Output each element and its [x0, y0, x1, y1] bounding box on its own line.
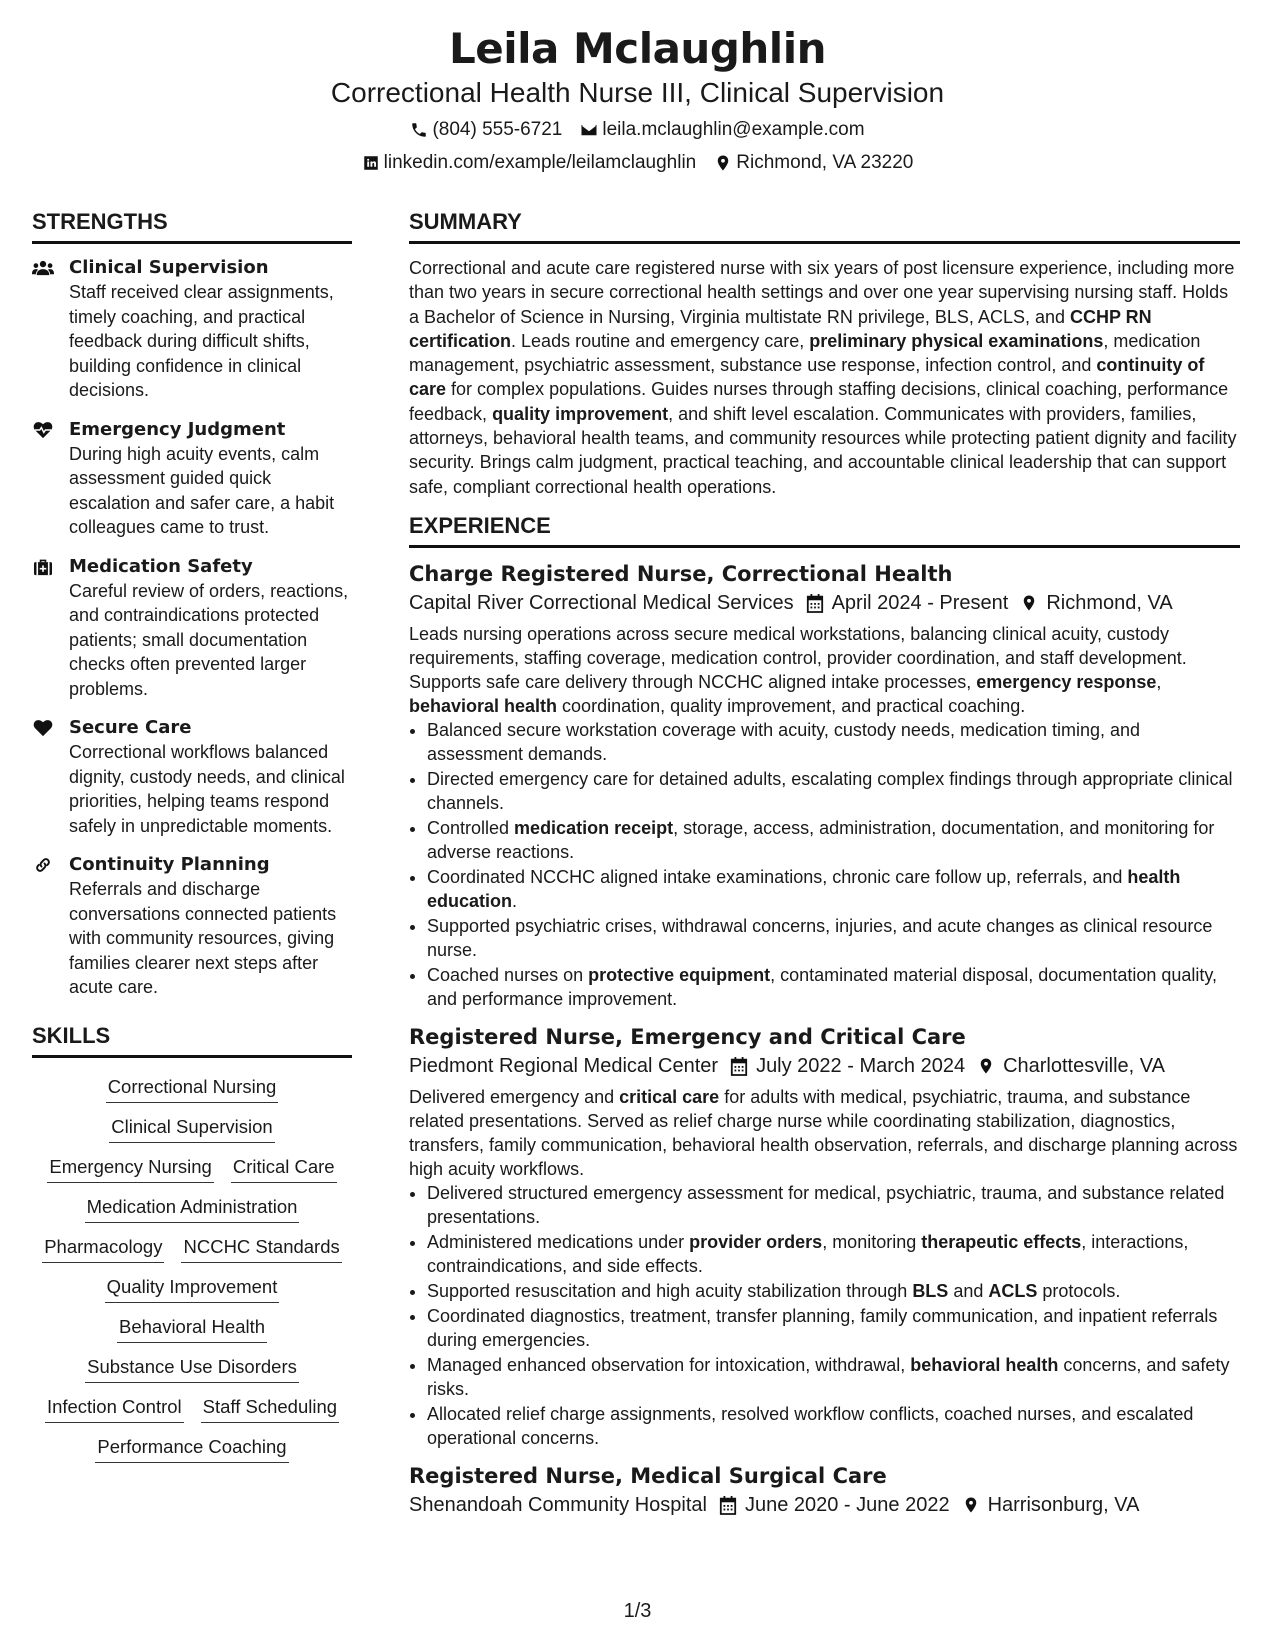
- strength-title: Secure Care: [69, 717, 192, 738]
- phone-text: (804) 555-6721: [432, 119, 563, 140]
- skill-tag: Emergency Nursing: [47, 1154, 213, 1183]
- skill-tag: Correctional Nursing: [106, 1074, 279, 1103]
- job-title: Registered Nurse, Emergency and Critical Care: [409, 1024, 966, 1049]
- strength-description: Correctional workflows balanced dignity, custody needs, and clinical priorities, helping teams respond safely in unpredictable moments.: [69, 742, 345, 836]
- job-location-text: Richmond, VA: [1046, 591, 1173, 614]
- job-title: Registered Nurse, Medical Surgical Care: [409, 1463, 887, 1488]
- strengths-list: [32, 256, 352, 1000]
- job-entry: [409, 560, 1240, 1011]
- map-pin-icon: [714, 154, 732, 172]
- strengths-section: [32, 209, 352, 1000]
- skill-tag: Quality Improvement: [105, 1274, 280, 1303]
- job-entry: [409, 1023, 1240, 1450]
- job-bullet: • Administered medications under provider orders, monitoring therapeutic effects, interactions, contraindications, and side effects.: [427, 1230, 1240, 1278]
- job-dates: [806, 588, 1009, 618]
- location-text: Richmond, VA 23220: [736, 152, 914, 173]
- job-bullet: • Managed enhanced observation for intoxication, withdrawal, behavioral health concerns, and safety risks.: [427, 1353, 1240, 1401]
- job-bullet: • Directed emergency care for detained adults, escalating complex findings through appropriate clinical channels.: [427, 767, 1240, 815]
- heart-icon: [32, 716, 56, 838]
- job-title: Charge Registered Nurse, Correctional Health: [409, 561, 953, 586]
- job-description: Delivered emergency and critical care for adults with medical, psychiatric, trauma, and substance related presentations. Served as relief charge nurse while coordinating stabilization, diagnostics, transfers, family communication, behavioral health observation, referrals, and discharge planning across high acuity workflows.: [409, 1086, 1238, 1179]
- job-meta: [409, 1490, 1240, 1520]
- linkedin-contact[interactable]: [362, 151, 697, 175]
- job-bullet: • Coached nurses on protective equipment, contaminated material disposal, documentation quality, and performance improvement.: [427, 963, 1240, 1011]
- strength-description: During high acuity events, calm assessment guided quick escalation and safer care, a habit colleagues came to trust.: [69, 443, 335, 537]
- candidate-name: Leila Mclaughlin: [449, 24, 826, 73]
- summary-section: [409, 209, 1240, 499]
- strength-description: Careful review of orders, reactions, and contraindications protected patients; small documentation checks often prevented larger problems.: [69, 580, 349, 699]
- job-dates: [719, 1490, 950, 1520]
- skill-tag: Medication Administration: [85, 1194, 300, 1223]
- email-text: leila.mclaughlin@example.com: [602, 119, 865, 140]
- skill-tag: NCCHC Standards: [181, 1234, 341, 1263]
- strength-title: Medication Safety: [69, 555, 253, 577]
- jobs-list: [409, 560, 1240, 1520]
- job-location: [977, 1051, 1165, 1081]
- job-meta: [409, 1051, 1240, 1081]
- email-contact[interactable]: [580, 118, 864, 142]
- contact-row-2: [0, 151, 1275, 175]
- strength-description: Staff received clear assignments, timely coaching, and practical feedback during difficult shifts, building confidence in clinical decisions.: [69, 282, 334, 400]
- skills-section: [32, 1023, 352, 1463]
- skill-tag: Clinical Supervision: [109, 1114, 274, 1143]
- skill-tag: Substance Use Disorders: [85, 1354, 299, 1383]
- skill-tag: Performance Coaching: [95, 1434, 288, 1463]
- skills-list: [32, 1070, 352, 1463]
- job-bullet: • Coordinated NCCHC aligned intake examinations, chronic care follow up, referrals, and health education.: [427, 865, 1240, 913]
- job-entry: [409, 1462, 1240, 1520]
- summary-text: Correctional and acute care registered nurse with six years of post licensure experience, including more than two years in secure correctional health settings and over one year supervising nursing staff. Holds a Bachelor of Science in Nursing, Virginia multistate RN privilege, BLS, ACLS, and CCHP RN certification. Leads routine and emergency care, preliminary physical examinations, medication management, psychiatric assessment, substance use response, infection control, and continuity of care for complex populations. Guides nurses through staffing decisions, clinical coaching, performance feedback, quality improvement, and shift level escalation. Communicates with providers, families, attorneys, behavioral health teams, and community resources while protecting patient dignity and facility security. Brings calm judgment, practical teaching, and accountable clinical leadership that can support safe, compliant correctional health operations.: [409, 258, 1237, 497]
- strength-description: Referrals and discharge conversations connected patients with community resources, giving families clearer next steps after acute care.: [69, 879, 337, 997]
- calendar-icon: [806, 593, 824, 613]
- job-dates-text: July 2022 - March 2024: [756, 1054, 966, 1077]
- job-bullets: [409, 1181, 1240, 1450]
- job-company: Capital River Correctional Medical Services: [409, 591, 794, 614]
- location-contact: [714, 151, 913, 175]
- job-location-text: Harrisonburg, VA: [987, 1493, 1140, 1516]
- job-company: Piedmont Regional Medical Center: [409, 1054, 719, 1077]
- link-icon: [32, 853, 56, 1000]
- contact-row-1: [0, 118, 1275, 142]
- phone-contact[interactable]: [410, 118, 562, 142]
- map-pin-icon: [1020, 593, 1038, 613]
- resume-header: [0, 24, 1275, 175]
- summary-heading: SUMMARY: [409, 209, 1240, 244]
- calendar-icon: [719, 1495, 737, 1515]
- job-bullet: • Delivered structured emergency assessment for medical, psychiatric, trauma, and substance related presentations.: [427, 1181, 1240, 1229]
- candidate-headline: Correctional Health Nurse III, Clinical Supervision: [330, 77, 945, 108]
- left-column: [32, 209, 352, 1463]
- job-bullet: • Supported resuscitation and high acuity stabilization through BLS and ACLS protocols.: [427, 1279, 1240, 1303]
- linkedin-icon: [362, 154, 380, 172]
- job-bullets: [409, 718, 1240, 1011]
- job-location-text: Charlottesville, VA: [1003, 1054, 1165, 1077]
- strength-item: [32, 555, 352, 702]
- strength-title: Clinical Supervision: [69, 257, 269, 278]
- envelope-icon: [580, 121, 598, 139]
- strength-item: [32, 418, 352, 540]
- map-pin-icon: [977, 1056, 995, 1076]
- job-description: Leads nursing operations across secure medical workstations, balancing clinical acuity, custody requirements, staffing coverage, medication control, provider coordination, and staff development. Supports safe care delivery through NCCHC aligned intake processes, emergency response, behavioral health coordination, quality improvement, and practical coaching.: [409, 623, 1187, 716]
- linkedin-text: linkedin.com/example/leilamclaughlin: [383, 152, 697, 173]
- job-dates: [730, 1051, 965, 1081]
- skill-tag: Infection Control: [45, 1394, 184, 1423]
- job-company: Shenandoah Community Hospital: [409, 1493, 707, 1516]
- skill-tag: Staff Scheduling: [201, 1394, 339, 1423]
- skill-tag: Pharmacology: [42, 1234, 164, 1263]
- heartbeat-icon: [32, 418, 56, 540]
- job-bullet: • Allocated relief charge assignments, resolved workflow conflicts, coached nurses, and escalated operational concerns.: [427, 1402, 1240, 1450]
- skills-heading: SKILLS: [32, 1023, 352, 1058]
- job-bullet: • Controlled medication receipt, storage, access, administration, documentation, and monitoring for adverse reactions.: [427, 816, 1240, 864]
- phone-icon: [410, 121, 428, 139]
- right-column: [409, 209, 1240, 1532]
- calendar-icon: [730, 1056, 748, 1076]
- strength-title: Emergency Judgment: [69, 418, 286, 440]
- page-number: 1/3: [623, 1600, 652, 1622]
- strength-item: [32, 716, 352, 838]
- skill-tag: Critical Care: [231, 1154, 337, 1183]
- job-bullet: • Supported psychiatric crises, withdrawal concerns, injuries, and acute changes as clinical resource nurse.: [427, 914, 1240, 962]
- job-location: [962, 1490, 1140, 1520]
- job-bullet: • Balanced secure workstation coverage with acuity, custody needs, medication timing, and assessment demands.: [427, 718, 1240, 766]
- job-meta: [409, 588, 1240, 618]
- strength-title: Continuity Planning: [69, 854, 270, 875]
- job-dates-text: April 2024 - Present: [831, 591, 1009, 614]
- experience-section: [409, 513, 1240, 1520]
- job-location: [1020, 588, 1172, 618]
- strength-item: [32, 256, 352, 403]
- job-dates-text: June 2020 - June 2022: [744, 1493, 950, 1516]
- skill-tag: Behavioral Health: [117, 1314, 267, 1343]
- strengths-heading: STRENGTHS: [32, 209, 352, 244]
- users-icon: [32, 256, 56, 403]
- map-pin-icon: [962, 1495, 980, 1515]
- medkit-icon: [32, 555, 56, 702]
- job-bullet: • Coordinated diagnostics, treatment, transfer planning, family communication, and inpatient referrals during emergencies.: [427, 1304, 1240, 1352]
- strength-item: [32, 853, 352, 1000]
- experience-heading: EXPERIENCE: [409, 513, 1240, 548]
